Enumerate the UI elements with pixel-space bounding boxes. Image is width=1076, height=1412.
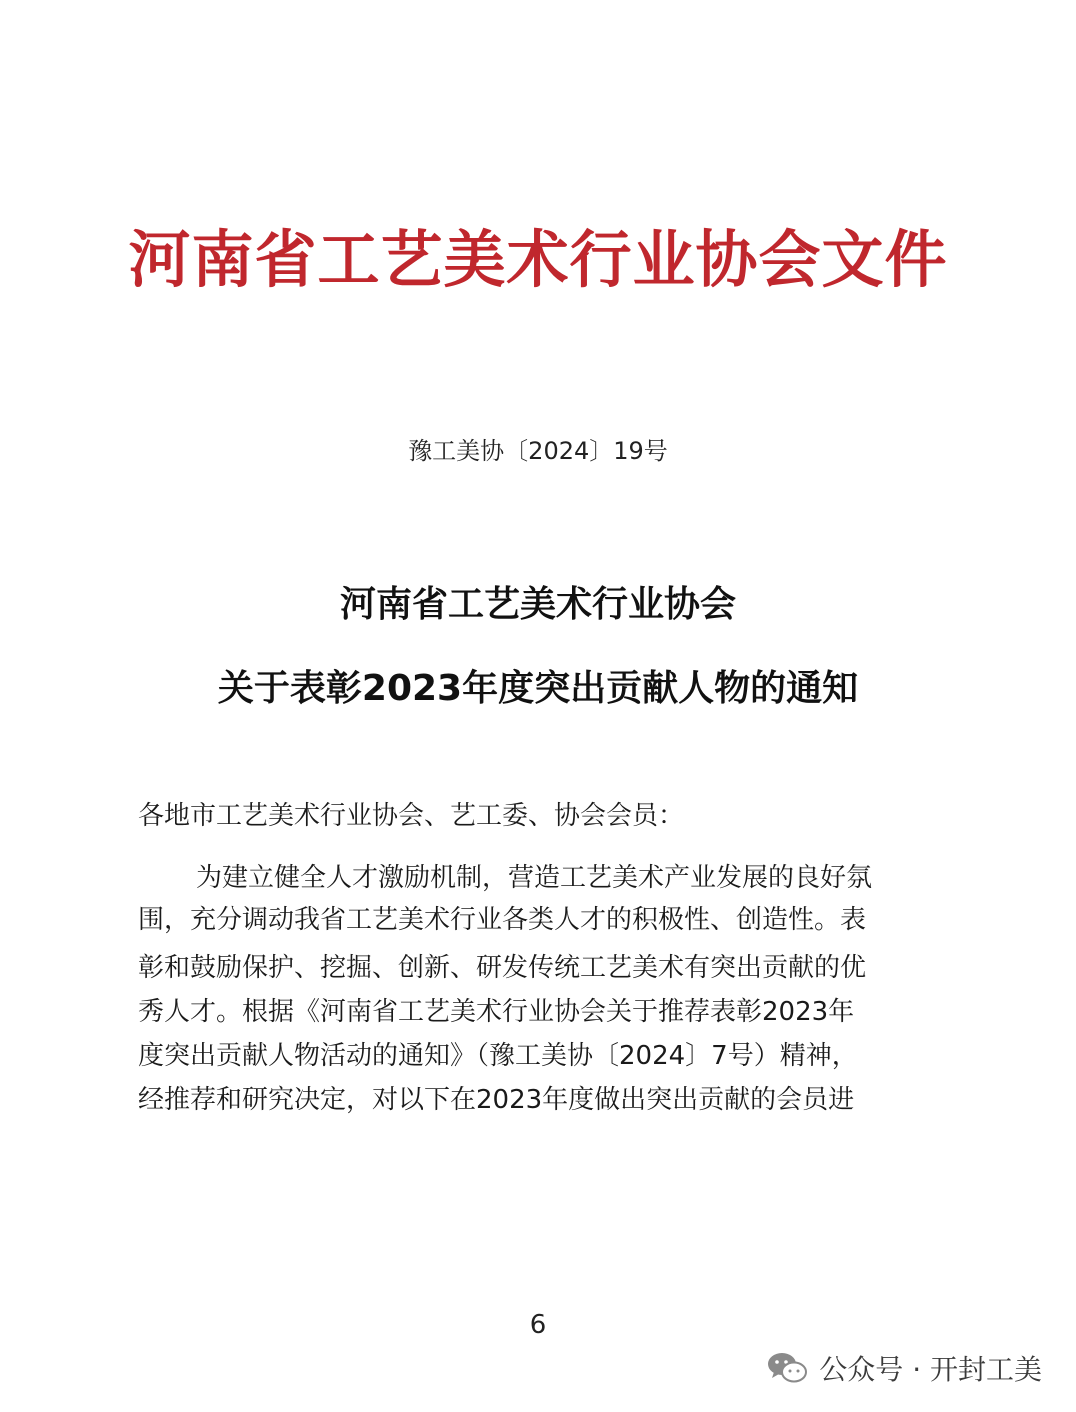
document-header: 河南省工艺美术行业协会文件	[128, 223, 948, 296]
body-line-6: 经推荐和研究决定，对以下在2023年度做出突出贡献的会员进	[138, 1085, 855, 1115]
body-line-4: 秀人才。根据《河南省工艺美术行业协会关于推荐表彰2023年	[138, 997, 855, 1027]
watermark-text: 公众号 · 开封工美	[819, 1353, 1042, 1386]
salutation: 各地市工艺美术行业协会、艺工委、协会会员：	[138, 801, 685, 831]
document-title-line-1: 河南省工艺美术行业协会	[339, 584, 736, 625]
document-number: 豫工美协〔2024〕19号	[408, 437, 668, 465]
wechat-watermark	[767, 1346, 1042, 1390]
body-line-5: 度突出贡献人物活动的通知》（豫工美协〔2024〕7号）精神，	[138, 1041, 858, 1071]
body-line-2: 围，充分调动我省工艺美术行业各类人才的积极性、创造性。表	[138, 905, 867, 935]
body-line-3: 彰和鼓励保护、挖掘、创新、研发传统工艺美术有突出贡献的优	[138, 953, 867, 983]
page-number: 6	[529, 1310, 547, 1340]
body-line-1: 为建立健全人才激励机制，营造工艺美术产业发展的良好氛	[196, 863, 873, 893]
document-title-line-2: 关于表彰2023年度突出贡献人物的通知	[217, 668, 859, 709]
wechat-icon	[767, 1351, 807, 1385]
